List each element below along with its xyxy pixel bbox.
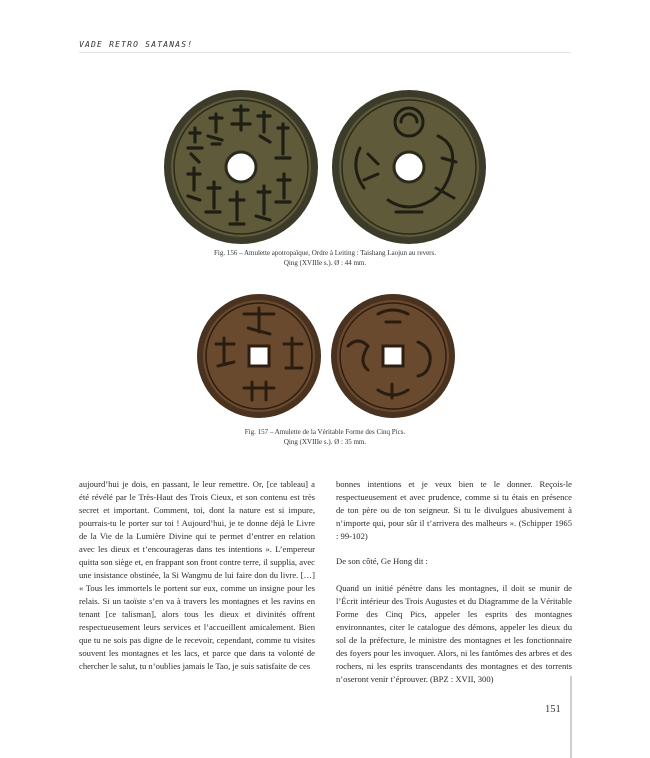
coin-square-hole (249, 346, 269, 366)
figure-157 (196, 292, 456, 420)
page-edge-rule (570, 676, 572, 758)
coin-hole (394, 152, 424, 182)
coin-square-hole (383, 346, 403, 366)
body-paragraph: De son côté, Ge Hong dit : (336, 556, 428, 566)
block-quote: Quand un initié pénètre dans les montagnes, il doit se munir de l’Écrit intérieur des Trois Augustes et du Diagramme de la Véritable Forme des Cinq Pics, appeler les esprits des montagnes environnantes, citer le catalogue des démons, appeler les dieux du sol de la préfecture, le ministre des montagnes et les fonctionnaire des foyers pour les invoquer. Alors, ni les fantômes des arbres et des rochers, ni les esprits transcendants des montagnes et des torrents n’oseront venir t’éprouver. (BPZ : XVII, 300) (336, 583, 572, 684)
header-rule (79, 52, 571, 53)
coin-hole (226, 152, 256, 182)
body-paragraph: aujourd’hui je dois, en passant, le leur remettre. Or, [ce tableau] a été révélé par le Très-Haut des Trois Cieux, et son contenu est très secret et important. Comment, toi, dont la nature est si impure, pourrais-tu le porter sur toi ! Aujourd’hui, je te donne déjà le Livre de la Vie de la Lumière Divine qui te permet d’entrer en relation avec les dieux et t’encourageras dans tes intentions ». L’empereur quitta son siège et, en frappant son front contre terre, il supplia, avec une insistance obstinée, la Si Wangmu de lui faire don du livre. […] « Tous les immortels le portent sur eux, comme un insigne pour les relais. Si un taoïste s’en va à travers les montagnes et les ravins en tenant [ce talisman], alors tous les dieux et divinités offrent respectueusement leurs services et l’accueillent amicalement. Bien que tu ne sois pas digne de le recevoir, cependant, comme tu visites souvent les montagnes et les lacs, et parce que dans ta volonté de chercher le salut, tu n’oublies jamais le Tao, je suis satisfaite de ces (79, 479, 315, 671)
caption-line: Qing (XVIIIe s.). Ø : 44 mm. (283, 258, 367, 267)
coin-reverse (331, 294, 455, 418)
running-header: VADE RETRO SATANAS! (79, 40, 194, 49)
caption-line: Fig. 157 – Amulette de la Véritable Forme des Cinq Pics. (244, 428, 406, 436)
right-column (336, 478, 572, 686)
figure-156-coins (160, 88, 490, 246)
coin-reverse (332, 90, 486, 244)
left-column (79, 478, 315, 673)
coin-obverse (164, 90, 318, 244)
coin-obverse (197, 294, 321, 418)
page-number: 151 (545, 704, 561, 715)
figure-156-caption (0, 249, 650, 268)
caption-line: Qing (XVIIIe s.). Ø : 35 mm. (283, 437, 367, 446)
body-paragraph: bonnes intentions et je veux bien te le donner. Reçois-le respectueusement et avec prudence, comme si tu étais en présence de ton père ou de ton seigneur. Si tu le divulgues abusivement à n’importe qui, pour sûr il t’arrivera des malheurs ». (Schipper 1965 : 99-102) (336, 479, 572, 541)
figure-157-caption (0, 428, 650, 447)
figure-156 (160, 88, 490, 246)
figure-157-coins (196, 292, 456, 420)
caption-line: Fig. 156 – Amulette apotropaïque, Ordre à Leiting : Taishang Laojun au revers. (214, 249, 436, 257)
